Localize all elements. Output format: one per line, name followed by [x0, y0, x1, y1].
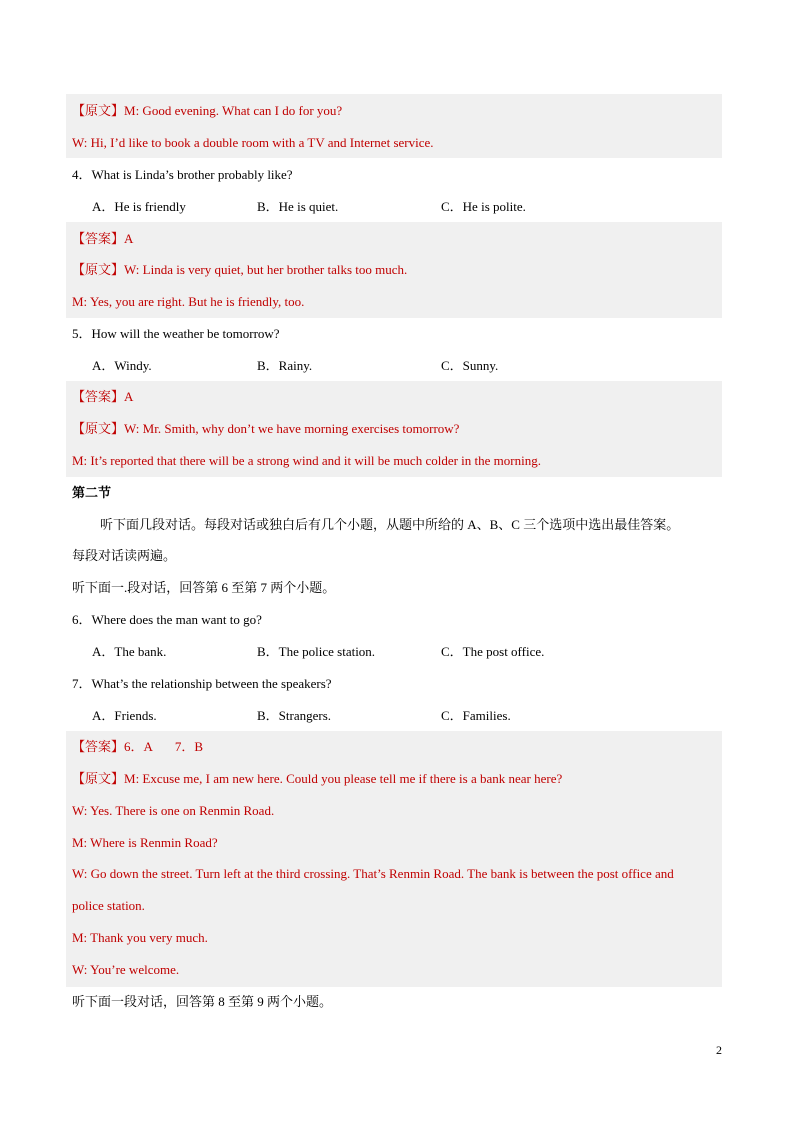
- q5-answer: [72, 387, 133, 407]
- q6-7-transcript-line: M: Thank you very much.: [72, 930, 208, 945]
- answer-tag: 【答案】: [72, 389, 125, 404]
- q4-option-c: C．He is polite.: [441, 199, 526, 214]
- q7-option-b: B．Strangers.: [257, 708, 332, 723]
- q7-option-c: C．Families.: [441, 708, 511, 723]
- question-7-stem: 7．What’s the relationship between the speakers?: [72, 676, 332, 691]
- q5-transcript-line: [72, 419, 459, 439]
- transcript-text: W: Mr. Smith, why don’t we have morning exercises tomorrow?: [124, 421, 460, 436]
- q4-transcript-line: M: Yes, you are right. But he is friendly, too.: [72, 294, 305, 309]
- transcript-line: W: Hi, I’d like to book a double room with a TV and Internet service.: [72, 135, 434, 150]
- answer-tag: 【答案】: [72, 739, 125, 754]
- q4-option-a: A．He is friendly: [92, 199, 186, 214]
- q6-7-transcript-line: W: You’re welcome.: [72, 962, 180, 977]
- q6-7-transcript-line: police station.: [72, 898, 145, 913]
- transcript-tag: 【原文】: [72, 262, 125, 277]
- q6-7-answer: [72, 737, 203, 757]
- q4-answer: [72, 229, 133, 249]
- answer-value: 6．A 7．B: [124, 739, 204, 754]
- page-number: 2: [716, 1043, 722, 1057]
- q7-option-a: A．Friends.: [92, 708, 157, 723]
- q6-option-a: A．The bank.: [92, 644, 167, 659]
- transcript-tag: 【原文】: [72, 103, 125, 118]
- transcript-text: M: Excuse me, I am new here. Could you please tell me if there is a bank near here?: [124, 771, 563, 786]
- q6-7-transcript-line: W: Go down the street. Turn left at the third crossing. That’s Renmin Road. The bank is between the post office and: [72, 866, 674, 881]
- question-4-stem: 4．What is Linda’s brother probably like?: [72, 167, 293, 182]
- question-5-stem: 5．How will the weather be tomorrow?: [72, 326, 280, 341]
- transcript-tag: 【原文】: [72, 771, 125, 786]
- answer-value: A: [124, 389, 134, 404]
- transcript-tag: 【原文】: [72, 421, 125, 436]
- answer-tag: 【答案】: [72, 231, 125, 246]
- q5-option-b: B．Rainy.: [257, 358, 313, 373]
- section-heading: 第二节: [72, 485, 112, 500]
- group-intro: 听下面一.段对话，回答第 6 至第 7 两个小题。: [72, 580, 336, 595]
- group-intro: 听下面一段对话，回答第 8 至第 9 两个小题。: [72, 994, 333, 1009]
- q4-option-b: B．He is quiet.: [257, 199, 339, 214]
- section-instruction: 每段对话读两遍。: [72, 548, 177, 563]
- q5-transcript-line: M: It’s reported that there will be a strong wind and it will be much colder in the morning.: [72, 453, 541, 468]
- q5-option-c: C．Sunny.: [441, 358, 499, 373]
- transcript-text: M: Good evening. What can I do for you?: [124, 103, 343, 118]
- q6-7-transcript-line: M: Where is Renmin Road?: [72, 835, 218, 850]
- section-instruction: 听下面几段对话。每段对话或独白后有几个小题，从题中所给的 A、B、C 三个选项中选出最佳答案。: [100, 517, 680, 532]
- transcript-line: [72, 101, 342, 121]
- q5-option-a: A．Windy.: [92, 358, 152, 373]
- question-6-stem: 6．Where does the man want to go?: [72, 612, 262, 627]
- q6-7-transcript-line: W: Yes. There is one on Renmin Road.: [72, 803, 275, 818]
- q6-7-transcript-line: [72, 769, 562, 789]
- q6-option-c: C．The post office.: [441, 644, 545, 659]
- q4-transcript-line: [72, 260, 407, 280]
- q6-option-b: B．The police station.: [257, 644, 376, 659]
- transcript-text: W: Linda is very quiet, but her brother talks too much.: [124, 262, 408, 277]
- answer-value: A: [124, 231, 134, 246]
